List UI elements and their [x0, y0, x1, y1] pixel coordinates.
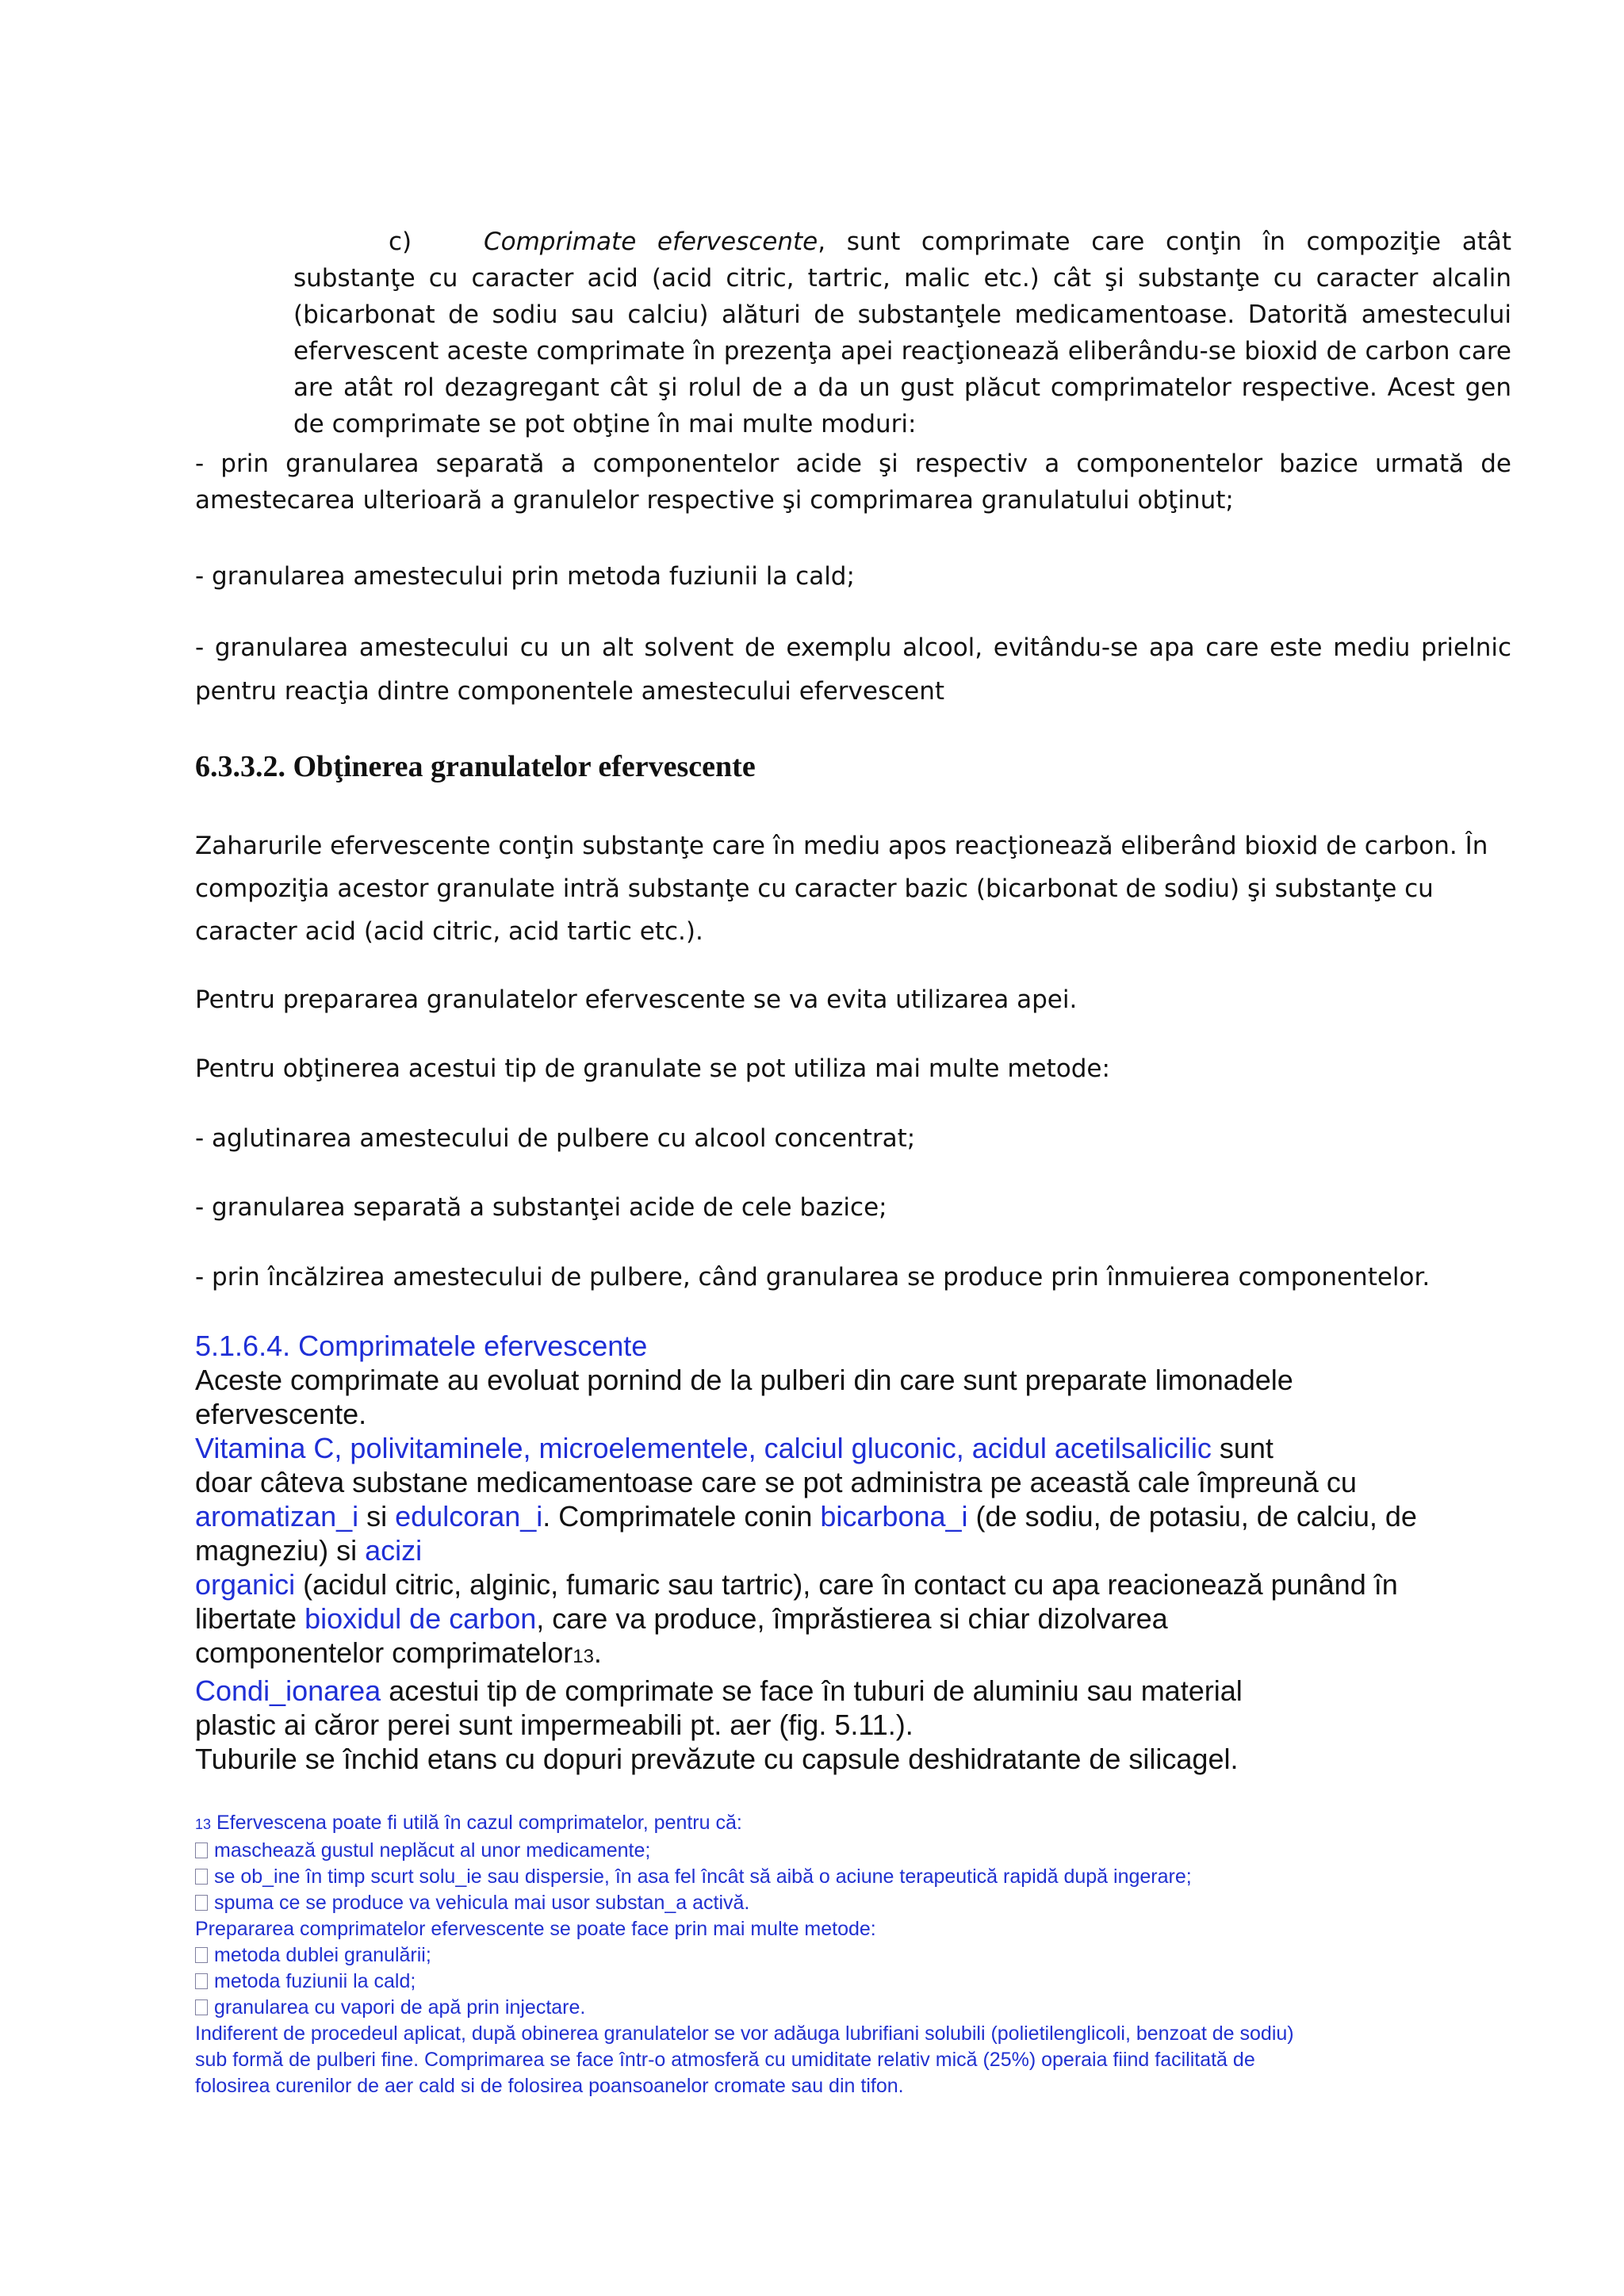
highlight-acizi: acizi	[365, 1534, 423, 1567]
paragraph-2: Pentru prepararea granulatelor efervescente se va evita utilizarea apei.	[195, 985, 1078, 1014]
footnote	[195, 1810, 1543, 2099]
section-2-line-3	[195, 1431, 1543, 1465]
footnote-line-2: Prepararea comprimatelor efervescente se poate face prin mai multe metode:	[195, 1918, 876, 1940]
section-2	[195, 1329, 1543, 1776]
section-c-text: , sunt comprimate care conţin în compoziţie atât substanţe cu caracter acid (acid citric, tartric, malic etc.) cât şi substanţe cu caracter alcalin (bicarbonat de sodiu sau calciu) alături de substanţele medicamentoase. Datorită amestecului efervescent aceste comprimate în prezenţa apei reacţionează eliberându-se bioxid de carbon care are atât rol dezagregant cât şi rolul de a da un gust plăcut comprimatelor respective. Acest gen de comprimate se pot obţine în mai multe moduri:	[293, 228, 1512, 438]
section-2-line-7	[195, 1567, 1543, 1601]
footnote-bullet	[195, 1942, 1543, 1969]
method-1-3: - granularea amestecului cu un alt solvent de exemplu alcool, evitându-se apa care este mediu prielnic pentru reacţia dintre componentele amestecului efervescent	[195, 633, 1511, 706]
footnote-line-3: Indiferent de procedeul aplicat, după obinerea granulatelor se vor adăuga lubrifiani solubili (polietilenglicoli, benzoat de sodiu)	[195, 2022, 1294, 2045]
text-segment: componentelor comprimatelor	[195, 1636, 573, 1669]
section-2-line-11: plastic ai căror perei sunt impermeabili pt. aer (fig. 5.11.).	[195, 1709, 914, 1741]
paragraph-1: Zaharurile efervescente conţin substanţe care în mediu apos reacţionează eliberând bioxid de carbon. În compoziţia acestor granulate intră substanţe cu caracter bazic (bicarbonat de sodiu) şi substanţe cu caracter acid (acid citric, acid tartic etc.).	[195, 832, 1488, 946]
text-segment: maschează gustul neplăcut al unor medicamente;	[214, 1839, 651, 1862]
text-segment: . Comprimatele conin	[542, 1500, 821, 1533]
checkbox-glyph-icon	[195, 1999, 208, 2015]
footnote-bullet	[195, 1838, 1543, 1864]
highlight-bicarbonati: bicarbona_i	[820, 1500, 968, 1533]
highlight-bioxid: bioxidul de carbon	[304, 1602, 537, 1635]
section-heading: 6.3.3.2. Obţinerea granulatelor efervescente	[195, 750, 756, 783]
checkbox-glyph-icon	[195, 1947, 208, 1963]
checkbox-glyph-icon	[195, 1973, 208, 1989]
highlight-substances: Vitamina C, polivitaminele, microelementele, calciul gluconic, acidul acetilsalicilic	[195, 1432, 1212, 1464]
text-segment: , care va produce, împrăstierea si chiar dizolvarea	[536, 1602, 1168, 1635]
section-c-label: c)	[389, 228, 412, 256]
highlight-conditionarea: Condi_ionarea	[195, 1674, 381, 1707]
method-2-2: - granularea separată a substanţei acide de cele bazice;	[195, 1193, 887, 1222]
text-segment: acestui tip de comprimate se face în tuburi de aluminiu sau material	[381, 1674, 1243, 1707]
text-segment: (acidul citric, alginic, fumaric sau tartric), care în contact cu apa reacionează punând în	[295, 1568, 1398, 1601]
footnote-line-5: folosirea curenilor de aer cald si de folosirea poansoanelor cromate sau din tifon.	[195, 2075, 904, 2097]
section-2-line-12: Tuburile se închid etans cu dopuri prevăzute cu capsule deshidratante de silicagel.	[195, 1743, 1239, 1775]
text-segment: Efervescena poate fi utilă în cazul comprimatelor, pentru că:	[211, 1812, 742, 1834]
text-segment: granularea cu vapori de apă prin injectare.	[214, 1996, 586, 2019]
checkbox-glyph-icon	[195, 1843, 208, 1858]
method-1-2: - granularea amestecului prin metoda fuziunii la cald;	[195, 562, 855, 591]
section-c-paragraph	[293, 224, 1511, 442]
text-segment: se ob_ine în timp scurt solu_ie sau dispersie, în asa fel încât să aibă o aciune terapeutică rapidă după ingerare;	[214, 1866, 1192, 1888]
footnote-intro	[195, 1810, 1543, 1838]
highlight-organici: organici	[195, 1568, 296, 1601]
text-segment: magneziu) si	[195, 1534, 366, 1567]
method-1-1: - prin granularea separată a componentelor acide şi respectiv a componentelor bazice urmată de amestecarea ulterioară a granulelor respective şi comprimarea granulatului obţinut;	[195, 450, 1511, 515]
text-segment: spuma ce se produce va vehicula mai usor substan_a activă.	[214, 1892, 750, 1914]
section-2-line-10	[195, 1674, 1543, 1708]
section-c-title: Comprimate efervescente	[484, 228, 818, 256]
footnote-ref: 13	[573, 1646, 594, 1667]
text-segment: (de sodiu, de potasiu, de calciu, de	[967, 1500, 1417, 1533]
text-segment: .	[593, 1636, 602, 1669]
checkbox-glyph-icon	[195, 1869, 208, 1885]
method-2-3: - prin încălzirea amestecului de pulbere, când granularea se produce prin înmuierea componentelor.	[195, 1263, 1431, 1292]
section-2-line-6	[195, 1533, 1543, 1567]
footnote-bullet	[195, 1995, 1543, 2021]
section-2-line-1: Aceste comprimate au evoluat pornind de la pulberi din care sunt preparate limonadele	[195, 1364, 1293, 1396]
section-2-heading: 5.1.6.4. Comprimatele efervescente	[195, 1330, 648, 1362]
section-2-line-5	[195, 1499, 1543, 1533]
footnote-bullet	[195, 1864, 1543, 1890]
footnote-bullet	[195, 1890, 1543, 1916]
footnote-number: 13	[195, 1816, 212, 1832]
text-segment: metoda fuziunii la cald;	[214, 1970, 416, 1992]
section-2-line-4: doar câteva substane medicamentoase care se pot administra pe această cale împreună cu	[195, 1466, 1357, 1498]
section-2-line-2: efervescente.	[195, 1398, 367, 1430]
highlight-aromatizanti: aromatizan_i	[195, 1500, 359, 1533]
text-segment: metoda dublei granulării;	[214, 1944, 431, 1966]
text-segment: sunt	[1211, 1432, 1274, 1464]
footnote-bullet	[195, 1969, 1543, 1995]
paragraph-3: Pentru obţinerea acestui tip de granulate se pot utiliza mai multe metode:	[195, 1054, 1110, 1083]
section-2-line-9	[195, 1636, 1543, 1674]
checkbox-glyph-icon	[195, 1895, 208, 1911]
section-c	[293, 224, 1511, 442]
highlight-edulcoranti: edulcoran_i	[395, 1500, 543, 1533]
method-2-1: - aglutinarea amestecului de pulbere cu alcool concentrat;	[195, 1124, 916, 1153]
footnote-line-4: sub formă de pulberi fine. Comprimarea se face într-o atmosferă cu umiditate relativ mică (25%) operaia fiind facilitată de	[195, 2049, 1255, 2071]
text-segment: si	[358, 1500, 396, 1533]
text-segment: libertate	[195, 1602, 305, 1635]
section-2-line-8	[195, 1601, 1543, 1636]
